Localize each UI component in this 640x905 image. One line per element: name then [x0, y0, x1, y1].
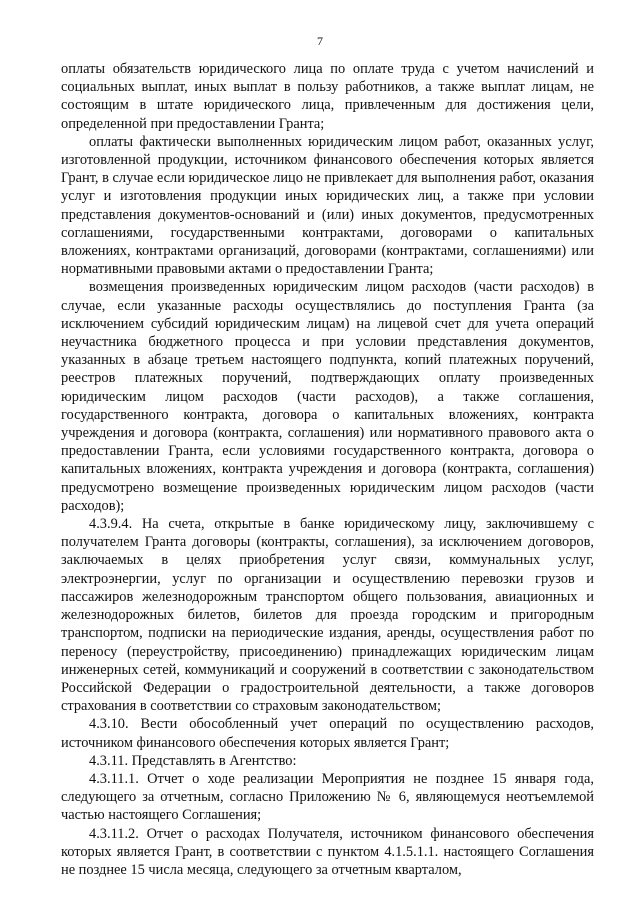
paragraph: 4.3.11.2. Отчет о расходах Получателя, источником финансового обеспечения которых является Грант, в соответствии с пунктом 4.1.5.1.1. настоящего Соглашения не позднее 15 числа месяца, следующего за отчетным кварталом, [61, 825, 594, 878]
paragraph: 4.3.10. Вести обособленный учет операций по осуществлению расходов, источником финансового обеспечения которых является Грант; [61, 716, 594, 751]
paragraph: возмещения произведенных юридическим лицом расходов (части расходов) в случае, если указанные расходы осуществлялись до поступления Гранта (за исключением субсидий юридическим лицам) на лицевой счет для учета операций неучастника бюджетного процесса и при условии представления документов, указанных в абзаце третьем настоящего подпункта, копий платежных поручений, реестров платежных поручений, подтверждающих оплату произведенных юридическим лицом расходов (части расходов), а также соглашения, государственного контракта, договора о капитальных вложениях, контракта учреждения и договора (контракта, соглашения) или нормативного правового акта о предоставлении Гранта, если условиями государственного контракта, договора о капитальных вложениях, контракта учреждения и договора (контракта, соглашения) предусмотрено возмещение произведенных юридическим лицом расходов (части расходов); [61, 279, 594, 514]
paragraph: 4.3.11.1. Отчет о ходе реализации Мероприятия не позднее 15 января года, следующего за отчетным, согласно Приложению № 6, являющемуся неотъемлемой частью настоящего Соглашения; [61, 770, 594, 824]
paragraph: 4.3.11. Представлять в Агентство: [89, 752, 297, 769]
page-number: 7 [317, 34, 323, 48]
document-body [61, 60, 594, 879]
paragraph: оплаты фактически выполненных юридическим лицом работ, оказанных услуг, изготовленной продукции, источником финансового обеспечения которых является Грант, в случае если юридическое лицо не привлекает для выполнения работ, оказания услуг и изготовления продукции иных юридических лиц, а также при условии представления документов-оснований и (или) иных документов, предусмотренных соглашениями, государственными контрактами, договорами о капитальных вложениях, контрактами организаций, договорами (контрактами, соглашениями) или нормативными правовыми актами о предоставлении Гранта; [61, 133, 594, 278]
paragraph: 4.3.9.4. На счета, открытые в банке юридическому лицу, заключившему с получателем Гранта договоры (контракты, соглашения), за исключением договоров, заключаемых в целях приобретения услуг связи, коммунальных услуг, электроэнергии, услуг по организации и осуществлению перевозки грузов и пассажиров железнодорожным транспортом общего пользования, авиационных и железнодорожных билетов, билетов для проезда городским и пригородным транспортом, подписки на периодические издания, аренды, осуществления работ по переносу (переустройству, присоединению) принадлежащих юридическим лицам инженерных сетей, коммуникаций и сооружений в соответствии с законодательством Российской Федерации о градостроительной деятельности, а также договоров страхования в соответствии со страховым законодательством; [61, 516, 594, 715]
paragraph: оплаты обязательств юридического лица по оплате труда с учетом начислений и социальных выплат, иных выплат в пользу работников, а также выплат лицам, не состоящим в штате юридического лица, привлеченным для достижения цели, определенной при предоставлении Гранта; [61, 61, 594, 132]
